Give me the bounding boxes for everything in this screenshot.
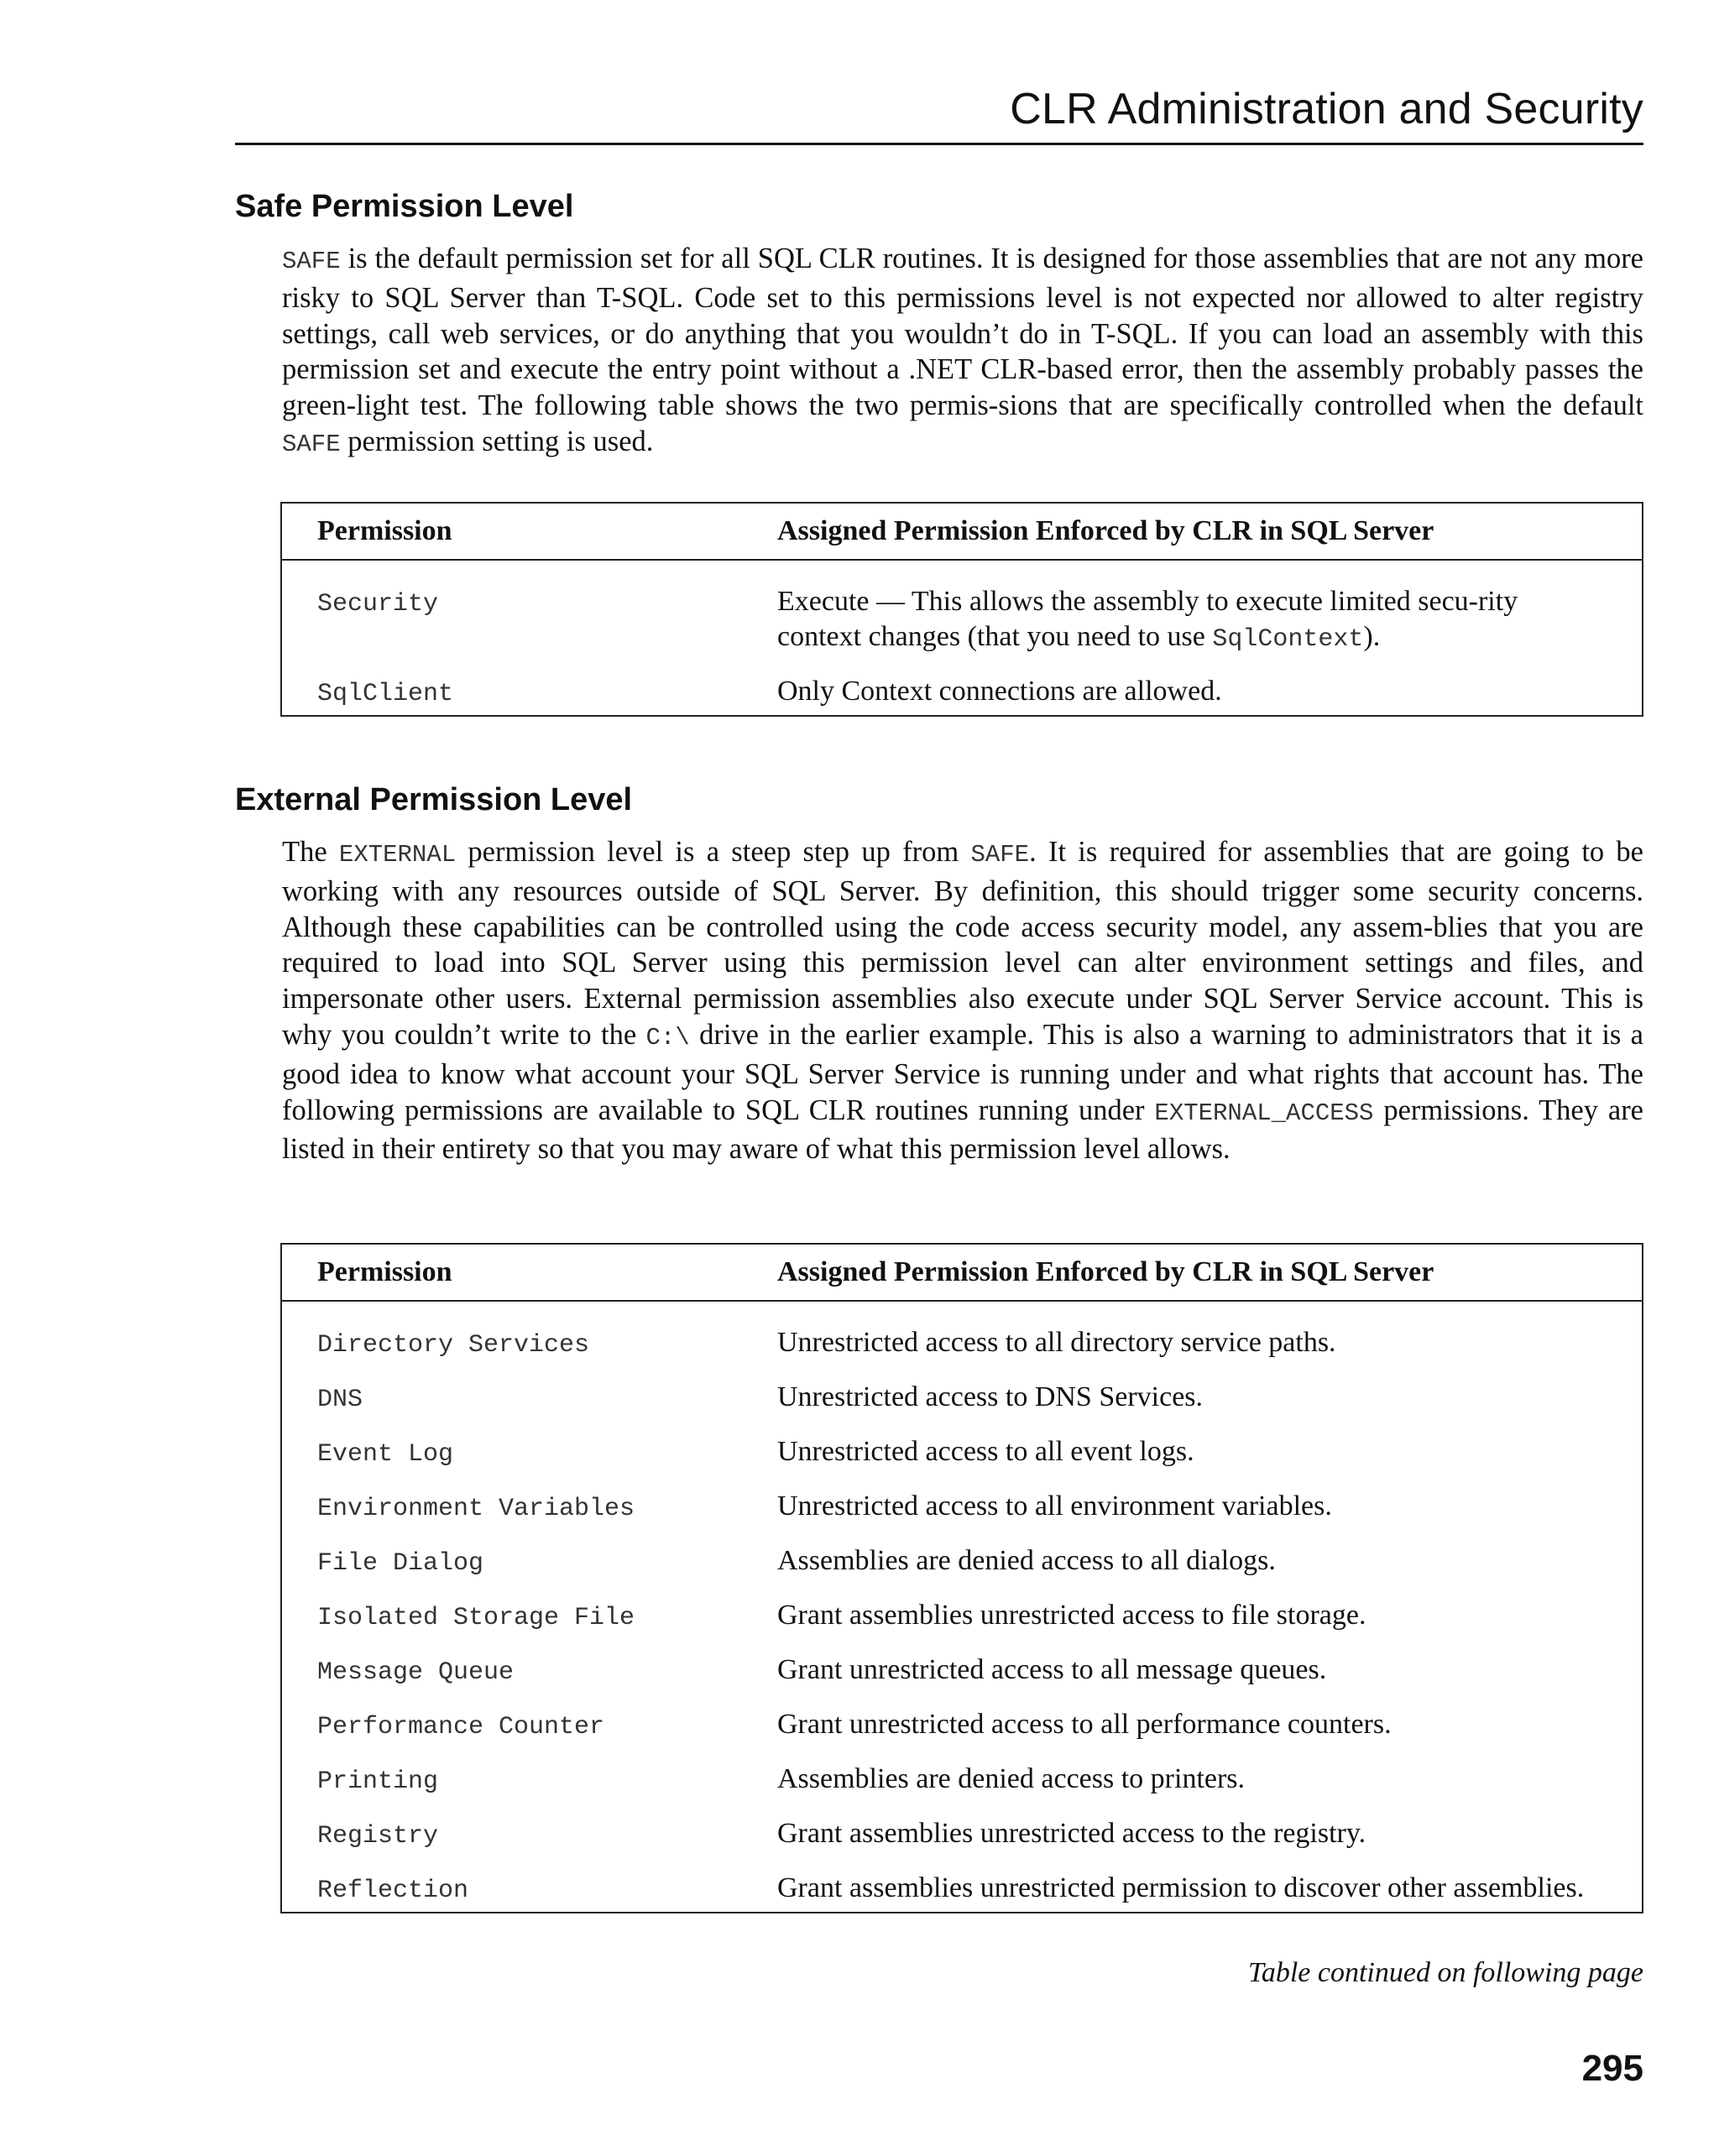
- permission-name: [281, 1434, 777, 1489]
- text-run: ).: [1363, 621, 1381, 652]
- text-run: Grant assemblies unrestricted access to the registry.: [777, 1818, 1366, 1849]
- inline-code: EXTERNAL_ACCESS: [1154, 1099, 1374, 1127]
- text-run: Execute — This allows the assembly to execute limited secu-rity context changes (that you need to use: [777, 586, 1518, 652]
- text-run: Grant assemblies unrestricted permission to discover other assemblies.: [777, 1872, 1585, 1903]
- permission-description: [777, 1652, 1643, 1707]
- permission-name-text: File Dialog: [317, 1549, 484, 1578]
- table-header-row: [281, 503, 1643, 560]
- text-run: permission level is a steep step up from: [456, 836, 971, 868]
- table-row: [281, 1762, 1643, 1816]
- permission-name-text: Reflection: [317, 1877, 469, 1905]
- text-run: Unrestricted access to all directory service paths.: [777, 1327, 1336, 1358]
- table-row: [281, 1707, 1643, 1762]
- permission-name-text: Event Log: [317, 1440, 454, 1469]
- inline-code: EXTERNAL: [338, 841, 457, 869]
- permission-description: [777, 1543, 1643, 1598]
- inline-code: SAFE: [970, 841, 1030, 869]
- inline-code: SAFE: [282, 430, 341, 458]
- page-number: 295: [1581, 2048, 1643, 2089]
- table-continued-note: Table continued on following page: [1248, 1957, 1643, 1988]
- permission-name-text: Directory Services: [317, 1331, 590, 1360]
- permission-description: [777, 1871, 1643, 1913]
- text-run: The: [282, 836, 339, 868]
- safe-section-heading: Safe Permission Level: [235, 189, 574, 224]
- text-run: Grant unrestricted access to all message queues.: [777, 1654, 1327, 1685]
- permission-name: [281, 1652, 777, 1707]
- table-row: [281, 1652, 1643, 1707]
- permission-name: [281, 560, 777, 674]
- permission-name: [281, 1301, 777, 1380]
- text-run: . It is required for assemblies that are going to be working with any resources outside of SQL Server. By definition, this should trigger some security concerns. Although these capabilities can be controlled using the code access security model, any assem-blies that you are required to load into SQL Server using this permission level can alter environment settings and files, and impersonate other users. External permission assemblies also execute under SQL Server Service account. This is why you couldn’t write to the: [282, 836, 1643, 1051]
- permission-description: [777, 674, 1643, 716]
- table-row: [281, 560, 1643, 674]
- permission-description: [777, 1707, 1643, 1762]
- permission-description: [777, 1762, 1643, 1816]
- table-row: [281, 1301, 1643, 1380]
- table-header-row: [281, 1244, 1643, 1301]
- text-run: drive in the earlier example. This is also a warning to administrators that it is a good idea to know what account your SQL Server Service is running under and what rights that account has. The following permissions are available to SQL CLR routines running under: [282, 1018, 1643, 1126]
- table-row: [281, 1598, 1643, 1652]
- permission-name-text: Isolated Storage File: [317, 1604, 635, 1632]
- column-header-permission: Permission: [281, 1244, 777, 1301]
- safe-paragraph: [282, 241, 1643, 463]
- permission-name: [281, 1380, 777, 1434]
- safe-permission-table: [280, 502, 1643, 717]
- table-row: [281, 1543, 1643, 1598]
- text-run: Assemblies are denied access to printers.: [777, 1763, 1246, 1794]
- text-run: Assemblies are denied access to all dialogs.: [777, 1545, 1276, 1576]
- table-row: [281, 1871, 1643, 1913]
- permission-name: [281, 1762, 777, 1816]
- column-header-assigned: Assigned Permission Enforced by CLR in SQL Server: [777, 503, 1643, 560]
- permission-name-text: Environment Variables: [317, 1495, 635, 1523]
- permission-name-text: SqlClient: [317, 680, 454, 708]
- external-section-heading: External Permission Level: [235, 782, 633, 817]
- permission-description: [777, 1301, 1643, 1380]
- permission-name: [281, 1871, 777, 1913]
- text-run: Unrestricted access to all event logs.: [777, 1436, 1194, 1467]
- column-header-assigned: Assigned Permission Enforced by CLR in SQL Server: [777, 1244, 1643, 1301]
- header-rule: [235, 143, 1643, 145]
- text-run: permissions. They are listed in their entirety so that you may aware of what this permission level allows.: [282, 1094, 1643, 1166]
- permission-description: [777, 1489, 1643, 1543]
- text-run: permission setting is used.: [340, 425, 654, 457]
- running-header: CLR Administration and Security: [1010, 85, 1643, 133]
- permission-name-text: Security: [317, 590, 439, 619]
- text-run: Grant assemblies unrestricted access to file storage.: [777, 1600, 1366, 1631]
- permission-name-text: Message Queue: [317, 1658, 515, 1687]
- inline-code: C:\: [645, 1023, 690, 1052]
- external-paragraph: [282, 834, 1643, 1167]
- text-run: Unrestricted access to all environment variables.: [777, 1490, 1332, 1522]
- permission-name: [281, 1489, 777, 1543]
- permission-description: [777, 1434, 1643, 1489]
- inline-code: SqlContext: [1212, 625, 1364, 654]
- permission-name: [281, 1707, 777, 1762]
- external-permission-table: [280, 1243, 1643, 1913]
- permission-name-text: Performance Counter: [317, 1713, 605, 1741]
- permission-description: [777, 1380, 1643, 1434]
- permission-name-text: DNS: [317, 1386, 363, 1414]
- inline-code: SAFE: [282, 248, 341, 275]
- table-row: [281, 1489, 1643, 1543]
- text-run: Grant unrestricted access to all performance counters.: [777, 1709, 1392, 1740]
- permission-name-text: Registry: [317, 1822, 439, 1851]
- permission-name: [281, 674, 777, 716]
- permission-name: [281, 1543, 777, 1598]
- permission-description: [777, 560, 1643, 674]
- permission-description: [777, 1816, 1643, 1871]
- table-row: [281, 1816, 1643, 1871]
- permission-description: [777, 1598, 1643, 1652]
- column-header-permission: Permission: [281, 503, 777, 560]
- permission-name: [281, 1816, 777, 1871]
- text-run: Only Context connections are allowed.: [777, 676, 1222, 707]
- table-row: [281, 1434, 1643, 1489]
- table-row: [281, 1380, 1643, 1434]
- permission-name-text: Printing: [317, 1767, 439, 1796]
- permission-name: [281, 1598, 777, 1652]
- text-run: Unrestricted access to DNS Services.: [777, 1381, 1204, 1412]
- table-row: [281, 674, 1643, 716]
- text-run: is the default permission set for all SQL CLR routines. It is designed for those assemblies that are not any more risky to SQL Server than T-SQL. Code set to this permissions level is not expected nor allowed to alter registry settings, call web services, or do anything that you wouldn’t do in T-SQL. If you can load an assembly with this permission set and execute the entry point without a .NET CLR-based error, then the assembly probably passes the green-light test. The following table shows the two permis-sions that are specifically controlled when the default: [282, 243, 1643, 422]
